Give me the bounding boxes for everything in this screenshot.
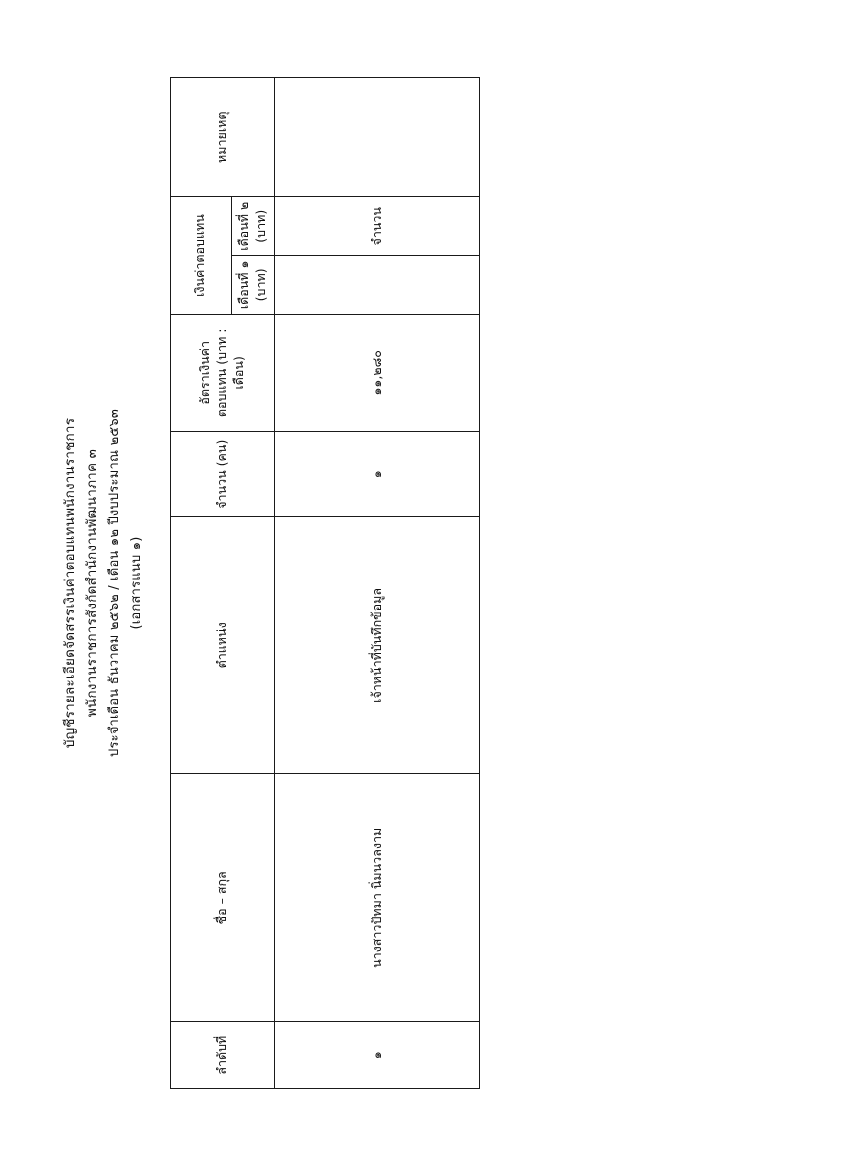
cell-note bbox=[274, 77, 479, 196]
header-note: หมายเหตุ bbox=[170, 77, 274, 196]
title-line-2: พนักงานราชการสังกัดสำนักงานพัฒนาภาค ๓ bbox=[83, 448, 100, 717]
cell-name: นางสาวปัทมา นิ่มนวลงาม bbox=[274, 773, 479, 1021]
table-row bbox=[274, 77, 479, 1088]
header-pay-month-2: เดือนที่ ๒ (บาท) bbox=[231, 196, 274, 255]
cell-count: ๑ bbox=[274, 431, 479, 517]
header-count: จำนวน (คน) bbox=[170, 431, 274, 517]
cell-pay-month-2: จำนวน bbox=[274, 196, 479, 255]
header-position: ตำแหน่ง bbox=[170, 517, 274, 774]
header-rate: อัตราเงินค่าตอบแทน (บาท : เดือน) bbox=[170, 314, 274, 431]
title-line-4: (เอกสารแนบ ๑) bbox=[128, 536, 144, 629]
document-title-block bbox=[60, 33, 148, 1133]
document-body bbox=[24, 33, 824, 1133]
cell-rate: ๑๑,๒๘๐ bbox=[274, 314, 479, 431]
table-body bbox=[274, 77, 479, 1088]
table-header bbox=[170, 77, 274, 1088]
page-rotation-wrapper bbox=[24, 33, 824, 1133]
header-pay-group: เงินค่าตอบแทน bbox=[170, 196, 231, 313]
title-line-3: ประจำเดือน ธันวาคม ๒๕๖๒ / เดือน ๑๒ ปีงบประมาณ ๒๕๖๓ bbox=[107, 408, 123, 757]
allowance-table bbox=[170, 77, 480, 1089]
cell-no: ๑ bbox=[274, 1021, 479, 1088]
header-name: ชื่อ – สกุล bbox=[170, 773, 274, 1021]
table-header-row-main bbox=[170, 77, 231, 1088]
header-pay-month-1: เดือนที่ ๑ (บาท) bbox=[231, 255, 274, 314]
cell-position: เจ้าหน้าที่บันทึกข้อมูล bbox=[274, 517, 479, 774]
header-no: ลำดับที่ bbox=[170, 1021, 274, 1088]
title-line-1: บัญชีรายละเอียดจัดสรรเงินค่าตอบแทนพนักงานราชการ bbox=[62, 417, 78, 748]
cell-pay-month-1 bbox=[274, 255, 479, 314]
